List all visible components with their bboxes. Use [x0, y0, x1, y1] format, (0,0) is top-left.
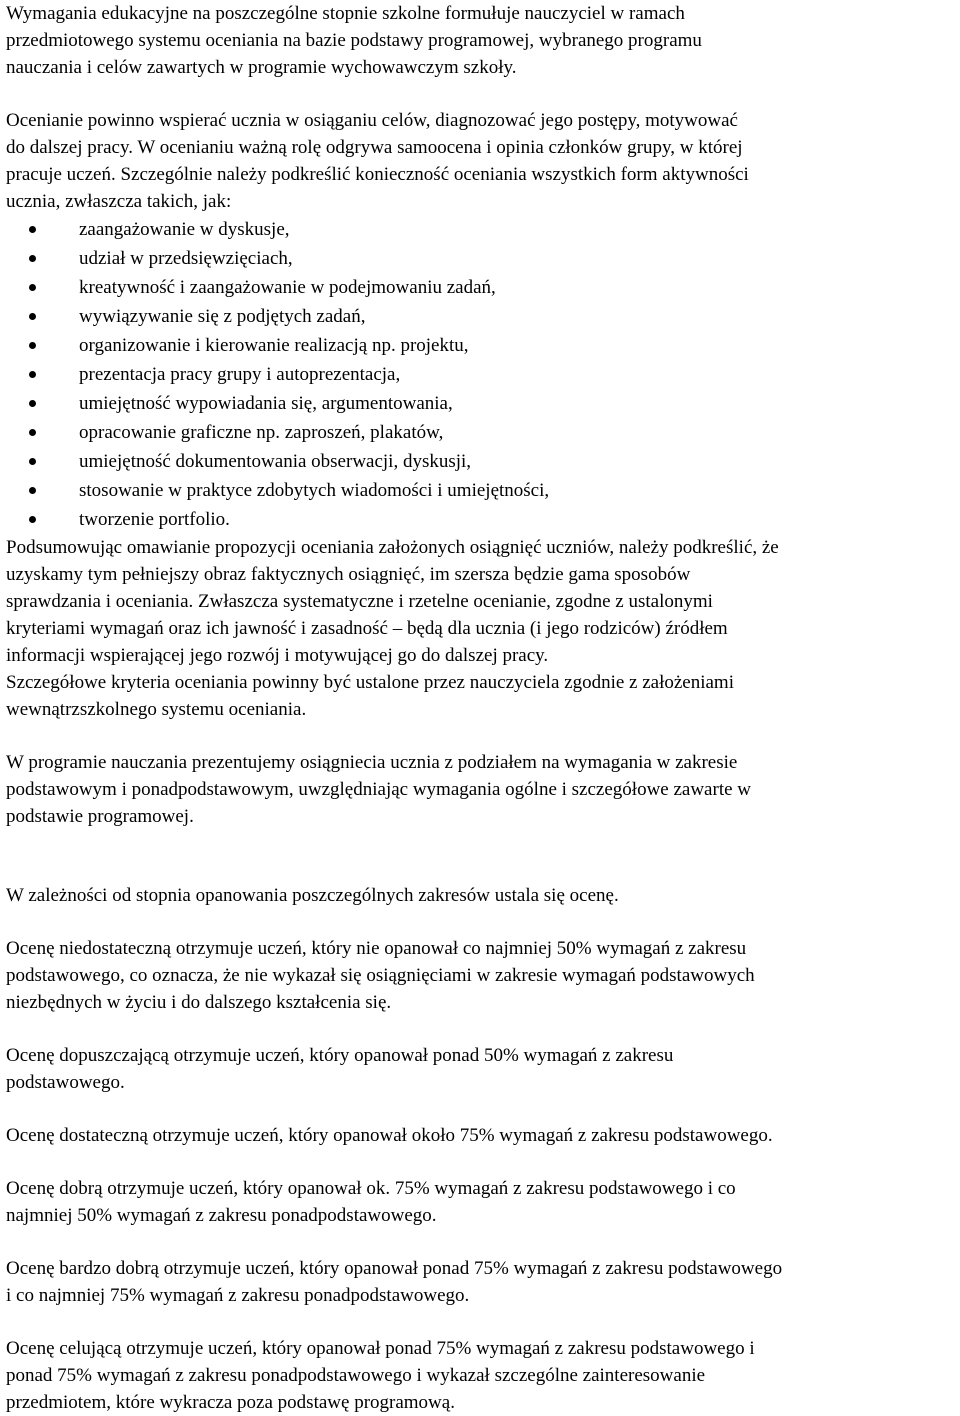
grade-dostateczna-paragraph [6, 1122, 952, 1149]
bullet-icon [29, 313, 36, 320]
list-item-text: stosowanie w praktyce zdobytych wiadomości i umiejętności, [79, 480, 550, 501]
paragraph-spacer [6, 1309, 952, 1335]
bullet-icon [29, 400, 36, 407]
grade-celujaca-paragraph [6, 1335, 952, 1416]
intro-paragraph [6, 0, 952, 81]
list-item [6, 418, 952, 447]
list-item [6, 447, 952, 476]
text-line: Ocenianie powinno wspierać ucznia w osiąganiu celów, diagnozować jego postępy, motywować [6, 110, 738, 131]
list-item [6, 476, 952, 505]
text-line: wewnątrzszkolnego systemu oceniania. [6, 699, 307, 720]
list-item [6, 215, 952, 244]
paragraph-spacer [6, 1016, 952, 1042]
grading-intro-paragraph [6, 882, 952, 909]
text-line: ponad 75% wymagań z zakresu ponadpodstawowego i wykazał szczególne zainteresowanie [6, 1365, 706, 1386]
text-line: podstawowego, co oznacza, że nie wykazał się osiągnięciami w zakresie wymagań podstawowych [6, 965, 755, 986]
grade-niedostateczna-paragraph [6, 935, 952, 1016]
bullet-icon [29, 516, 36, 523]
text-line: W zależności od stopnia opanowania poszczególnych zakresów ustala się ocenę. [6, 885, 619, 906]
text-line: nauczania i celów zawartych w programie wychowawczym szkoły. [6, 57, 517, 78]
text-line: Ocenę celującą otrzymuje uczeń, który opanował ponad 75% wymagań z zakresu podstawowego i [6, 1338, 755, 1359]
text-line: ucznia, zwłaszcza takich, jak: [6, 191, 232, 212]
bullet-icon [29, 429, 36, 436]
paragraph-spacer [6, 830, 952, 882]
text-line: podstawowym i ponadpodstawowym, uwzględniając wymagania ogólne i szczegółowe zawarte w [6, 779, 751, 800]
paragraph-spacer [6, 1096, 952, 1122]
list-item-text: umiejętność wypowiadania się, argumentowania, [79, 393, 453, 414]
list-item [6, 360, 952, 389]
bullet-icon [29, 284, 36, 291]
text-line: Ocenę dobrą otrzymuje uczeń, który opanował ok. 75% wymagań z zakresu podstawowego i co [6, 1178, 736, 1199]
list-item-text: tworzenie portfolio. [79, 509, 230, 530]
paragraph-spacer [6, 723, 952, 749]
bullet-icon [29, 226, 36, 233]
text-line: uzyskamy tym pełniejszy obraz faktycznych osiągnięć, im szersza będzie gama sposobów [6, 564, 691, 585]
list-item [6, 331, 952, 360]
assessment-paragraph [6, 107, 952, 215]
text-line: sprawdzania i oceniania. Zwłaszcza systematyczne i rzetelne ocenianie, zgodne z ustalonymi [6, 591, 713, 612]
text-line: Ocenę niedostateczną otrzymuje uczeń, który nie opanował co najmniej 50% wymagań z zakresu [6, 938, 747, 959]
text-line: do dalszej pracy. W ocenianiu ważną rolę odgrywa samoocena i opinia członków grupy, w której [6, 137, 743, 158]
text-line: Ocenę dostateczną otrzymuje uczeń, który opanował około 75% wymagań z zakresu podstawowego. [6, 1125, 773, 1146]
activity-bullet-list [6, 215, 952, 534]
list-item [6, 244, 952, 273]
summary-paragraph [6, 534, 952, 723]
text-line: przedmiotem, które wykracza poza podstawę programową. [6, 1392, 455, 1413]
list-item-text: prezentacja pracy grupy i autoprezentacja, [79, 364, 401, 385]
text-line: informacji wspierającej jego rozwój i motywującej go do dalszej pracy. [6, 645, 549, 666]
paragraph-spacer [6, 909, 952, 935]
list-item-text: umiejętność dokumentowania obserwacji, dyskusji, [79, 451, 472, 472]
list-item [6, 302, 952, 331]
text-line: niezbędnych w życiu i do dalszego kształcenia się. [6, 992, 392, 1013]
bullet-icon [29, 487, 36, 494]
list-item-text: wywiązywanie się z podjętych zadań, [79, 306, 366, 327]
grade-bardzo-dobra-paragraph [6, 1255, 952, 1309]
bullet-icon [29, 371, 36, 378]
list-item-text: udział w przedsięwzięciach, [79, 248, 293, 269]
text-line: Ocenę bardzo dobrą otrzymuje uczeń, który opanował ponad 75% wymagań z zakresu podstawowego [6, 1258, 783, 1279]
grade-dobra-paragraph [6, 1175, 952, 1229]
paragraph-spacer [6, 1229, 952, 1255]
text-line: Szczegółowe kryteria oceniania powinny być ustalone przez nauczyciela zgodnie z założeniami [6, 672, 734, 693]
text-line: Ocenę dopuszczającą otrzymuje uczeń, który opanował ponad 50% wymagań z zakresu [6, 1045, 674, 1066]
list-item [6, 389, 952, 418]
bullet-icon [29, 255, 36, 262]
program-paragraph [6, 749, 952, 830]
text-line: kryteriami wymagań oraz ich jawność i zasadność – będą dla ucznia (i jego rodziców) źródłem [6, 618, 728, 639]
text-line: pracuje uczeń. Szczególnie należy podkreślić konieczność oceniania wszystkich form aktywności [6, 164, 749, 185]
text-line: Wymagania edukacyjne na poszczególne stopnie szkolne formułuje nauczyciel w ramach [6, 3, 685, 24]
paragraph-spacer [6, 81, 952, 107]
bullet-icon [29, 342, 36, 349]
grade-dopuszczajaca-paragraph [6, 1042, 952, 1096]
text-line: podstawowego. [6, 1072, 125, 1093]
text-line: W programie nauczania prezentujemy osiągniecia ucznia z podziałem na wymagania w zakresie [6, 752, 738, 773]
list-item-text: zaangażowanie w dyskusje, [79, 219, 290, 240]
bullet-icon [29, 458, 36, 465]
paragraph-spacer [6, 1149, 952, 1175]
list-item-text: kreatywność i zaangażowanie w podejmowaniu zadań, [79, 277, 496, 298]
list-item [6, 505, 952, 534]
text-line: przedmiotowego systemu oceniania na bazie podstawy programowej, wybranego programu [6, 30, 702, 51]
list-item-text: opracowanie graficzne np. zaproszeń, plakatów, [79, 422, 444, 443]
list-item-text: organizowanie i kierowanie realizacją np. projektu, [79, 335, 469, 356]
text-line: podstawie programowej. [6, 806, 194, 827]
list-item [6, 273, 952, 302]
text-line: najmniej 50% wymagań z zakresu ponadpodstawowego. [6, 1205, 437, 1226]
text-line: i co najmniej 75% wymagań z zakresu ponadpodstawowego. [6, 1285, 470, 1306]
text-line: Podsumowując omawianie propozycji oceniania założonych osiągnięć uczniów, należy podkreślić, że [6, 537, 779, 558]
